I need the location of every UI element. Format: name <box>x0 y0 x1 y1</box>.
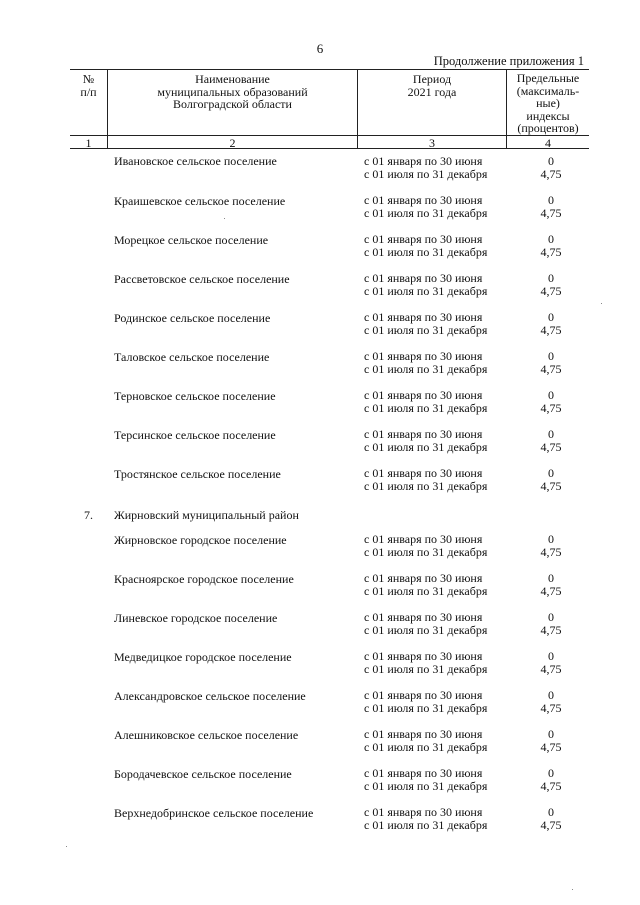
settlement-name: Линевское городское поселение <box>114 611 278 625</box>
settlement-name: Ивановское сельское поселение <box>114 154 277 168</box>
settlement-index: 0 4,75 <box>540 466 562 493</box>
settlement-period: с 01 января по 30 июня с 01 июля по 31 декабря <box>364 388 488 415</box>
settlement-period: с 01 января по 30 июня с 01 июля по 31 декабря <box>364 271 488 298</box>
settlement-name: Рассветовское сельское поселение <box>114 272 290 286</box>
settlement-name: Жирновское городское поселение <box>114 533 287 547</box>
settlement-period: с 01 января по 30 июня с 01 июля по 31 декабря <box>364 349 488 376</box>
page-number: 6 <box>316 41 324 56</box>
settlement-name: Терсинское сельское поселение <box>114 428 276 442</box>
scan-speck <box>224 218 225 219</box>
settlement-name: Верхнедобринское сельское поселение <box>114 806 314 820</box>
settlement-index: 0 4,75 <box>540 154 562 181</box>
settlement-name: Таловское сельское поселение <box>114 350 270 364</box>
settlement-index: 0 4,75 <box>540 427 562 454</box>
settlement-index: 0 4,75 <box>540 571 562 598</box>
settlement-name: Морецкое сельское поселение <box>114 233 269 247</box>
section-number: 7. <box>84 508 93 522</box>
settlement-index: 0 4,75 <box>540 310 562 337</box>
header-top-rule <box>70 69 589 70</box>
settlement-index: 0 4,75 <box>540 193 562 220</box>
settlement-period: с 01 января по 30 июня с 01 июля по 31 декабря <box>364 805 488 832</box>
header-col-period: Период 2021 года <box>407 72 457 99</box>
settlement-name: Краишевское сельское поселение <box>114 194 286 208</box>
continuation-caption: Продолжение приложения 1 <box>433 54 584 68</box>
settlement-name: Тростянское сельское поселение <box>114 467 281 481</box>
settlement-index: 0 4,75 <box>540 805 562 832</box>
settlement-name: Алешниковское сельское поселение <box>114 728 299 742</box>
settlement-period: с 01 января по 30 июня с 01 июля по 31 декабря <box>364 649 488 676</box>
settlement-index: 0 4,75 <box>540 532 562 559</box>
scan-speck <box>66 846 67 847</box>
header-col-index: Предельные (максималь- ные) индексы (процентов) <box>516 71 580 135</box>
settlement-name: Терновское сельское поселение <box>114 389 276 403</box>
settlement-index: 0 4,75 <box>540 727 562 754</box>
settlement-index: 0 4,75 <box>540 610 562 637</box>
settlement-index: 0 4,75 <box>540 271 562 298</box>
header-col-number: № п/п <box>80 72 97 99</box>
header-bottom-rule <box>70 135 589 136</box>
section-title: Жирновский муниципальный район <box>114 508 299 522</box>
settlement-period: с 01 января по 30 июня с 01 июля по 31 декабря <box>364 466 488 493</box>
column-number-2: 2 <box>229 136 236 150</box>
settlement-period: с 01 января по 30 июня с 01 июля по 31 декабря <box>364 610 488 637</box>
settlement-period: с 01 января по 30 июня с 01 июля по 31 декабря <box>364 571 488 598</box>
scan-speck <box>601 303 602 304</box>
column-number-3: 3 <box>429 136 435 150</box>
settlement-period: с 01 января по 30 июня с 01 июля по 31 декабря <box>364 688 488 715</box>
scan-speck <box>572 889 573 890</box>
settlement-period: с 01 января по 30 июня с 01 июля по 31 декабря <box>364 532 488 559</box>
settlement-period: с 01 января по 30 июня с 01 июля по 31 декабря <box>364 232 488 259</box>
settlement-name: Александровское сельское поселение <box>114 689 306 703</box>
settlement-period: с 01 января по 30 июня с 01 июля по 31 декабря <box>364 193 488 220</box>
settlement-period: с 01 января по 30 июня с 01 июля по 31 декабря <box>364 727 488 754</box>
settlement-index: 0 4,75 <box>540 766 562 793</box>
settlement-period: с 01 января по 30 июня с 01 июля по 31 декабря <box>364 154 488 181</box>
settlement-name: Красноярское городское поселение <box>114 572 294 586</box>
settlement-period: с 01 января по 30 июня с 01 июля по 31 декабря <box>364 427 488 454</box>
settlement-index: 0 4,75 <box>540 232 562 259</box>
settlement-index: 0 4,75 <box>540 388 562 415</box>
settlement-name: Бородачевское сельское поселение <box>114 767 292 781</box>
settlement-index: 0 4,75 <box>540 688 562 715</box>
settlement-period: с 01 января по 30 июня с 01 июля по 31 декабря <box>364 310 488 337</box>
header-col-name: Наименование муниципальных образований Волгоградской области <box>157 72 308 111</box>
settlement-name: Медведицкое городское поселение <box>114 650 292 664</box>
settlement-index: 0 4,75 <box>540 649 562 676</box>
settlement-name: Родинское сельское поселение <box>114 311 271 325</box>
settlement-period: с 01 января по 30 июня с 01 июля по 31 декабря <box>364 766 488 793</box>
column-number-1: 1 <box>85 136 92 150</box>
column-number-4: 4 <box>545 136 551 150</box>
settlement-index: 0 4,75 <box>540 349 562 376</box>
